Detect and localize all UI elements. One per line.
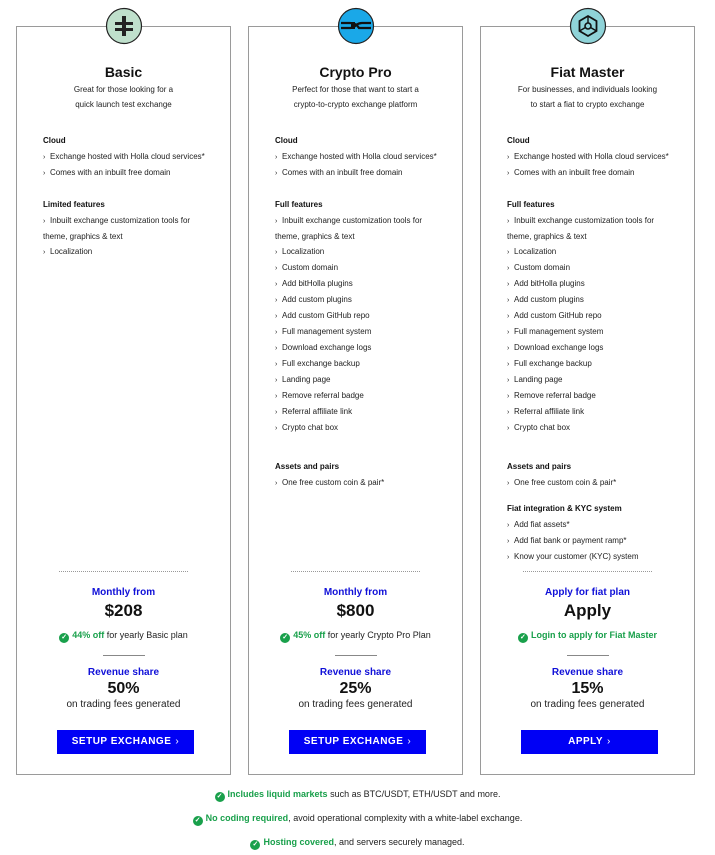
setup-exchange-button[interactable]: SETUP EXCHANGE › — [57, 730, 194, 754]
section-heading-features: Limited features — [43, 200, 105, 209]
benefit-note: ✓ Includes liquid markets such as BTC/USDT, ETH/USDT and more. — [0, 789, 715, 802]
bullet-arrow-icon: › — [507, 377, 510, 384]
chevron-right-icon: › — [407, 736, 412, 747]
bullet-arrow-icon: › — [507, 281, 510, 288]
dotted-divider — [291, 571, 420, 572]
bullet-arrow-icon: › — [275, 425, 278, 432]
bullet-arrow-icon: › — [275, 393, 278, 400]
dotted-divider — [59, 571, 188, 572]
section-heading-cloud: Cloud — [507, 136, 530, 145]
list-item: › Comes with an inbuilt free domain — [43, 165, 222, 181]
bullet-arrow-icon: › — [275, 313, 278, 320]
bullet-arrow-icon: › — [507, 170, 510, 177]
list-item: › Landing page — [507, 372, 686, 388]
list-item: › One free custom coin & pair* — [275, 475, 454, 491]
list-item: › Add fiat bank or payment ramp* — [507, 533, 686, 549]
list-item: › Comes with an inbuilt free domain — [275, 165, 454, 181]
bullet-arrow-icon: › — [507, 329, 510, 336]
bullet-arrow-icon: › — [507, 409, 510, 416]
revenue-share-note: on trading fees generated — [530, 699, 645, 710]
revenue-share-note: on trading fees generated — [66, 699, 181, 710]
list-item: › Add custom GitHub repo — [275, 308, 454, 324]
list-item: › Full exchange backup — [507, 356, 686, 372]
bullet-arrow-icon: › — [275, 281, 278, 288]
list-item: › Add fiat assets* — [507, 517, 686, 533]
bullet-arrow-icon: › — [507, 522, 510, 529]
price-label: Apply for fiat plan — [545, 587, 630, 598]
check-circle-icon: ✓ — [250, 840, 260, 850]
plan-card-basic — [16, 26, 231, 775]
bullet-arrow-icon: › — [275, 329, 278, 336]
list-item: › Landing page — [275, 372, 454, 388]
bullet-arrow-icon: › — [275, 480, 278, 487]
bridge-icon — [337, 7, 375, 45]
divider — [567, 655, 609, 656]
plan-title: Fiat Master — [550, 64, 625, 80]
list-item: › Exchange hosted with Holla cloud services* — [43, 149, 222, 165]
section-heading-assets: Assets and pairs — [275, 462, 340, 471]
list-item: › Referral affiliate link — [275, 404, 454, 420]
apply-button[interactable]: APPLY › — [521, 730, 658, 754]
list-item: › Add bitHolla plugins — [275, 276, 454, 292]
feature-list — [507, 134, 686, 565]
plan-title: Basic — [104, 64, 143, 80]
section-heading-cloud: Cloud — [43, 136, 66, 145]
plan-subtitle: Perfect for those that want to start a crypto-to-crypto exchange platform — [292, 85, 419, 109]
feature-list — [43, 134, 222, 260]
revenue-share-value: 15% — [571, 680, 604, 697]
list-item: › Localization — [43, 244, 222, 260]
list-item: › Exchange hosted with Holla cloud services* — [507, 149, 686, 165]
bullet-arrow-icon: › — [275, 170, 278, 177]
bullet-arrow-icon: › — [275, 249, 278, 256]
bullet-arrow-icon: › — [275, 297, 278, 304]
bullet-arrow-icon: › — [507, 538, 510, 545]
check-circle-icon: ✓ — [518, 633, 528, 643]
section-heading-cloud: Cloud — [275, 136, 298, 145]
price-value: $208 — [104, 601, 143, 620]
list-item: › Remove referral badge — [507, 388, 686, 404]
list-item: › Inbuilt exchange customization tools for — [43, 213, 222, 229]
list-item: › One free custom coin & pair* — [507, 475, 686, 491]
list-item: › Full exchange backup — [275, 356, 454, 372]
crossroads-icon — [105, 7, 143, 45]
chevron-right-icon: › — [175, 736, 180, 747]
list-item: › Referral affiliate link — [507, 404, 686, 420]
login-note[interactable]: ✓ Login to apply for Fiat Master — [481, 630, 694, 643]
revenue-share-label: Revenue share — [319, 667, 392, 678]
bullet-arrow-icon: › — [507, 425, 510, 432]
list-item: › Download exchange logs — [275, 340, 454, 356]
bullet-arrow-icon: › — [507, 345, 510, 352]
list-item-continued: theme, graphics & text — [507, 232, 587, 241]
bullet-arrow-icon: › — [43, 249, 46, 256]
check-circle-icon: ✓ — [59, 633, 69, 643]
list-item: › Crypto chat box — [507, 420, 686, 436]
list-item: › Exchange hosted with Holla cloud services* — [275, 149, 454, 165]
wheel-icon — [569, 7, 607, 45]
list-item: › Comes with an inbuilt free domain — [507, 165, 686, 181]
price-value: Apply — [563, 601, 612, 620]
divider — [103, 655, 145, 656]
bullet-arrow-icon: › — [507, 480, 510, 487]
price-label: Monthly from — [91, 587, 156, 598]
plan-title: Crypto Pro — [319, 64, 392, 80]
bullet-arrow-icon: › — [275, 265, 278, 272]
dotted-divider — [523, 571, 652, 572]
list-item: › Custom domain — [275, 260, 454, 276]
chevron-right-icon: › — [607, 736, 611, 747]
bullet-arrow-icon: › — [275, 377, 278, 384]
bullet-arrow-icon: › — [507, 218, 510, 225]
bullet-arrow-icon: › — [43, 154, 46, 161]
revenue-share-label: Revenue share — [87, 667, 160, 678]
bullet-arrow-icon: › — [275, 345, 278, 352]
section-heading-features: Full features — [275, 200, 323, 209]
plan-subtitle: Great for those looking for a quick launch test exchange — [73, 85, 174, 109]
section-heading-features: Full features — [507, 200, 555, 209]
bullet-arrow-icon: › — [275, 361, 278, 368]
list-item: › Crypto chat box — [275, 420, 454, 436]
bullet-arrow-icon: › — [507, 554, 510, 561]
bullet-arrow-icon: › — [507, 265, 510, 272]
check-circle-icon: ✓ — [193, 816, 203, 826]
feature-list — [275, 134, 454, 491]
bullet-arrow-icon: › — [507, 361, 510, 368]
section-heading-assets: Assets and pairs — [507, 462, 572, 471]
list-item: › Add bitHolla plugins — [507, 276, 686, 292]
list-item: › Custom domain — [507, 260, 686, 276]
list-item-continued: theme, graphics & text — [275, 232, 355, 241]
discount-note: ✓ 45% off for yearly Crypto Pro Plan — [249, 630, 462, 643]
plan-subtitle: For businesses, and individuals looking to start a fiat to crypto exchange — [517, 85, 658, 109]
bullet-arrow-icon: › — [275, 154, 278, 161]
plan-card-fiat-master — [480, 26, 695, 775]
price-label: Monthly from — [323, 587, 388, 598]
list-item: › Remove referral badge — [275, 388, 454, 404]
divider — [335, 655, 377, 656]
check-circle-icon: ✓ — [215, 792, 225, 802]
list-item: › Full management system — [507, 324, 686, 340]
list-item: › Full management system — [275, 324, 454, 340]
bullet-arrow-icon: › — [43, 218, 46, 225]
bullet-arrow-icon: › — [507, 297, 510, 304]
bullet-arrow-icon: › — [507, 313, 510, 320]
list-item: › Add custom plugins — [275, 292, 454, 308]
list-item: › Localization — [507, 244, 686, 260]
section-heading-fiat: Fiat integration & KYC system — [507, 504, 622, 513]
revenue-share-value: 25% — [339, 680, 372, 697]
revenue-share-value: 50% — [107, 680, 140, 697]
list-item: › Add custom GitHub repo — [507, 308, 686, 324]
list-item: › Know your customer (KYC) system — [507, 549, 686, 565]
price-value: $800 — [336, 601, 375, 620]
plan-card-crypto-pro — [248, 26, 463, 775]
list-item: › Inbuilt exchange customization tools for — [275, 213, 454, 229]
benefit-note: ✓ Hosting covered, and servers securely managed. — [0, 837, 715, 850]
revenue-share-label: Revenue share — [551, 667, 624, 678]
bullet-arrow-icon: › — [507, 393, 510, 400]
bullet-arrow-icon: › — [275, 409, 278, 416]
discount-note: ✓ 44% off for yearly Basic plan — [17, 630, 230, 643]
bullet-arrow-icon: › — [507, 249, 510, 256]
bullet-arrow-icon: › — [507, 154, 510, 161]
check-circle-icon: ✓ — [280, 633, 290, 643]
list-item: › Inbuilt exchange customization tools for — [507, 213, 686, 229]
list-item: › Download exchange logs — [507, 340, 686, 356]
revenue-share-note: on trading fees generated — [298, 699, 413, 710]
bullet-arrow-icon: › — [43, 170, 46, 177]
list-item: › Add custom plugins — [507, 292, 686, 308]
bullet-arrow-icon: › — [275, 218, 278, 225]
benefit-note: ✓ No coding required, avoid operational complexity with a white-label exchange. — [0, 813, 715, 826]
setup-exchange-button[interactable]: SETUP EXCHANGE › — [289, 730, 426, 754]
list-item-continued: theme, graphics & text — [43, 232, 123, 241]
list-item: › Localization — [275, 244, 454, 260]
